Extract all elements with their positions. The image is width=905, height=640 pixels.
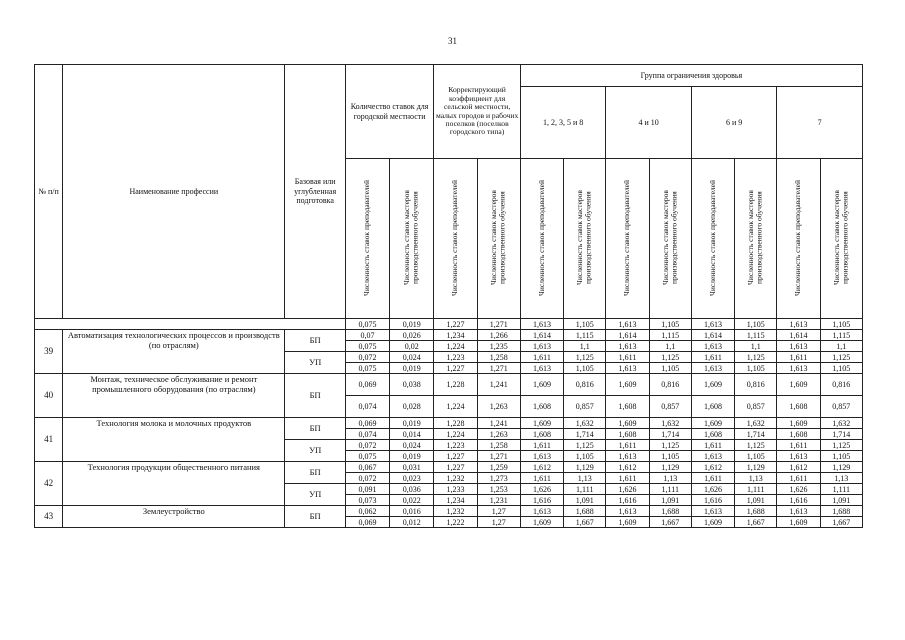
value-cell: 1,105 [820, 363, 862, 374]
value-cell: 0,857 [735, 396, 777, 418]
value-cell: 0,857 [564, 396, 606, 418]
value-cell: 1,1 [820, 341, 862, 352]
header-no: № п/п [35, 65, 63, 319]
header-col-teachers [691, 159, 734, 319]
row-number: 39 [35, 330, 63, 374]
value-cell: 1,091 [820, 495, 862, 506]
value-cell: 1,111 [735, 484, 777, 495]
value-cell: 1,105 [735, 363, 777, 374]
value-cell: 1,227 [434, 451, 477, 462]
value-cell: 1,253 [477, 484, 520, 495]
value-cell: 1,611 [520, 440, 563, 451]
value-cell: 1,227 [434, 462, 477, 473]
value-cell: 1,611 [777, 352, 820, 363]
value-cell: 1,609 [606, 374, 649, 396]
value-cell: 1,613 [777, 451, 820, 462]
value-cell: 1,608 [520, 429, 563, 440]
value-cell: 1,616 [691, 495, 734, 506]
value-cell: 1,613 [691, 341, 734, 352]
value-cell: 1,608 [691, 429, 734, 440]
value-cell: 1,626 [691, 484, 734, 495]
value-cell: 1,228 [434, 374, 477, 396]
value-cell: 1,613 [520, 319, 563, 330]
rates-table [34, 64, 863, 528]
value-cell: 1,129 [564, 462, 606, 473]
value-cell: 1,609 [606, 517, 649, 528]
header-col-label: Численность ставок мастеров производственного обучения [575, 190, 593, 285]
value-cell: 1,608 [691, 396, 734, 418]
row-number: 40 [35, 374, 63, 418]
value-cell: 1,223 [434, 440, 477, 451]
value-cell: 1,609 [777, 517, 820, 528]
header-col-label: Численность ставок мастеров производственного обучения [746, 190, 764, 285]
value-cell: 1,612 [520, 462, 563, 473]
value-cell: 0,069 [345, 418, 389, 429]
value-cell: 1,091 [649, 495, 691, 506]
value-cell: 1,224 [434, 396, 477, 418]
value-cell: 1,115 [820, 330, 862, 341]
value-cell: 1,609 [691, 418, 734, 429]
header-col-masters [477, 159, 520, 319]
profession-name: Технология молока и молочных продуктов [63, 418, 285, 462]
value-cell: 1,612 [777, 462, 820, 473]
value-cell: 1,129 [820, 462, 862, 473]
value-cell: 0,019 [390, 319, 434, 330]
value-cell: 1,105 [564, 363, 606, 374]
value-cell: 1,232 [434, 506, 477, 517]
value-cell: 1,613 [606, 341, 649, 352]
header-col-label: Численность ставок мастеров производственного обучения [402, 190, 420, 285]
value-cell: 1,714 [820, 429, 862, 440]
value-cell: 1,688 [820, 506, 862, 517]
value-cell: 1,616 [606, 495, 649, 506]
base-level: УП [285, 440, 345, 462]
value-cell: 1,667 [820, 517, 862, 528]
table-row [35, 506, 863, 517]
base-level: БП [285, 374, 345, 418]
value-cell: 1,13 [564, 473, 606, 484]
value-cell: 0,816 [820, 374, 862, 396]
value-cell: 0,067 [345, 462, 389, 473]
value-cell: 1,129 [649, 462, 691, 473]
value-cell: 1,1 [735, 341, 777, 352]
value-cell: 1,626 [520, 484, 563, 495]
value-cell: 1,611 [691, 440, 734, 451]
value-cell: 0,014 [390, 429, 434, 440]
value-cell: 1,614 [777, 330, 820, 341]
value-cell: 1,611 [520, 352, 563, 363]
value-cell: 1,632 [820, 418, 862, 429]
value-cell: 0,072 [345, 440, 389, 451]
value-cell: 0,036 [390, 484, 434, 495]
value-cell: 1,105 [649, 451, 691, 462]
header-col-masters [649, 159, 691, 319]
value-cell: 0,816 [649, 374, 691, 396]
row-number: 42 [35, 462, 63, 506]
header-col-label: Численность ставок преподавателей [622, 179, 632, 296]
value-cell: 1,227 [434, 363, 477, 374]
value-cell: 0,075 [345, 363, 389, 374]
value-cell: 0,023 [390, 473, 434, 484]
value-cell: 1,614 [606, 330, 649, 341]
value-cell: 1,688 [649, 506, 691, 517]
value-cell: 1,129 [735, 462, 777, 473]
value-cell: 1,609 [520, 517, 563, 528]
value-cell: 0,073 [345, 495, 389, 506]
header-col-label: Численность ставок преподавателей [536, 179, 546, 296]
value-cell: 1,611 [606, 473, 649, 484]
value-cell: 1,613 [606, 319, 649, 330]
value-cell: 1,612 [691, 462, 734, 473]
header-col-masters [820, 159, 862, 319]
value-cell: 1,115 [735, 330, 777, 341]
header-profession: Наименование профессии [63, 65, 285, 319]
base-level: УП [285, 352, 345, 374]
value-cell: 1,125 [820, 440, 862, 451]
header-group-2: 4 и 10 [606, 87, 692, 159]
header-group-4: 7 [777, 87, 863, 159]
value-cell: 1,105 [649, 363, 691, 374]
value-cell: 1,613 [691, 363, 734, 374]
row-number: 43 [35, 506, 63, 528]
value-cell: 0,072 [345, 352, 389, 363]
value-cell: 1,614 [691, 330, 734, 341]
value-cell: 0,031 [390, 462, 434, 473]
header-col-teachers [434, 159, 477, 319]
profession-name: Монтаж, техническое обслуживание и ремонт промышленного оборудования (по отраслям) [63, 374, 285, 418]
value-cell: 0,024 [390, 440, 434, 451]
value-cell: 1,632 [564, 418, 606, 429]
header-col-label: Численность ставок мастеров производственного обучения [489, 190, 507, 285]
value-cell: 0,074 [345, 396, 389, 418]
value-cell: 1,105 [735, 319, 777, 330]
header-col-masters [564, 159, 606, 319]
value-cell: 1,613 [520, 506, 563, 517]
value-cell: 1,125 [564, 352, 606, 363]
value-cell: 1,667 [649, 517, 691, 528]
profession-name: Автоматизация технологических процессов и производств (по отраслям) [63, 330, 285, 374]
value-cell: 1,111 [820, 484, 862, 495]
value-cell: 1,609 [777, 418, 820, 429]
table-row [35, 418, 863, 429]
value-cell: 1,613 [777, 319, 820, 330]
value-cell: 1,115 [649, 330, 691, 341]
value-cell: 1,13 [735, 473, 777, 484]
value-cell: 1,105 [564, 451, 606, 462]
value-cell: 1,258 [477, 352, 520, 363]
value-cell: 1,228 [434, 418, 477, 429]
value-cell: 1,125 [649, 440, 691, 451]
value-cell: 1,224 [434, 341, 477, 352]
value-cell: 1,611 [606, 440, 649, 451]
value-cell: 1,13 [649, 473, 691, 484]
value-cell: 1,688 [564, 506, 606, 517]
header-col-teachers [606, 159, 649, 319]
value-cell: 1,613 [691, 319, 734, 330]
value-cell: 1,613 [691, 506, 734, 517]
value-cell: 1,125 [649, 352, 691, 363]
value-cell: 1,611 [777, 440, 820, 451]
value-cell: 0,012 [390, 517, 434, 528]
value-cell: 1,616 [520, 495, 563, 506]
value-cell: 1,125 [735, 352, 777, 363]
value-cell: 1,613 [520, 363, 563, 374]
value-cell: 0,072 [345, 473, 389, 484]
profession-name: Технология продукции общественного питания [63, 462, 285, 506]
value-cell: 1,611 [691, 473, 734, 484]
value-cell: 0,062 [345, 506, 389, 517]
value-cell: 1,613 [606, 451, 649, 462]
header-col-label: Численность ставок преподавателей [362, 179, 372, 296]
value-cell: 1,263 [477, 396, 520, 418]
value-cell: 1,609 [691, 374, 734, 396]
value-cell: 1,611 [777, 473, 820, 484]
value-cell: 1,234 [434, 495, 477, 506]
value-cell: 1,105 [564, 319, 606, 330]
value-cell: 0,075 [345, 341, 389, 352]
value-cell: 1,241 [477, 418, 520, 429]
header-health-group: Группа ограничения здоровья [520, 65, 862, 87]
value-cell: 1,1 [649, 341, 691, 352]
value-cell: 1,273 [477, 473, 520, 484]
header-col-label: Численность ставок преподавателей [450, 179, 460, 296]
value-cell: 1,616 [777, 495, 820, 506]
value-cell: 1,231 [477, 495, 520, 506]
value-cell: 0,074 [345, 429, 389, 440]
header-city-rates: Количество ставок для городской местности [345, 65, 434, 159]
base-level: БП [285, 462, 345, 484]
value-cell: 1,611 [691, 352, 734, 363]
value-cell: 1,271 [477, 363, 520, 374]
value-cell: 1,235 [477, 341, 520, 352]
value-cell: 0,026 [390, 330, 434, 341]
value-cell: 1,614 [520, 330, 563, 341]
value-cell: 1,111 [564, 484, 606, 495]
value-cell: 1,241 [477, 374, 520, 396]
value-cell: 1,271 [477, 319, 520, 330]
value-cell: 1,608 [606, 429, 649, 440]
header-col-label: Численность ставок мастеров производственного обучения [831, 190, 850, 285]
empty-cell [35, 319, 346, 330]
value-cell: 1,105 [649, 319, 691, 330]
value-cell: 1,259 [477, 462, 520, 473]
value-cell: 1,091 [564, 495, 606, 506]
header-coef: Корректирующий коэффициент для сельской местности, малых городов и рабочих поселков (поселков городского типа) [434, 65, 521, 159]
value-cell: 1,608 [777, 396, 820, 418]
value-cell: 0,019 [390, 418, 434, 429]
value-cell: 1,613 [520, 451, 563, 462]
value-cell: 1,263 [477, 429, 520, 440]
value-cell: 1,125 [564, 440, 606, 451]
value-cell: 1,608 [606, 396, 649, 418]
value-cell: 1,612 [606, 462, 649, 473]
header-col-masters [735, 159, 777, 319]
value-cell: 0,069 [345, 517, 389, 528]
value-cell: 1,1 [564, 341, 606, 352]
header-group-1: 1, 2, 3, 5 и 8 [520, 87, 606, 159]
table-row [35, 319, 863, 330]
value-cell: 1,232 [434, 473, 477, 484]
value-cell: 1,27 [477, 506, 520, 517]
value-cell: 1,609 [691, 517, 734, 528]
value-cell: 1,271 [477, 451, 520, 462]
value-cell: 0,816 [564, 374, 606, 396]
header-col-teachers [520, 159, 563, 319]
value-cell: 1,115 [564, 330, 606, 341]
value-cell: 1,111 [649, 484, 691, 495]
table-row [35, 374, 863, 396]
header-col-teachers [345, 159, 389, 319]
profession-name: Землеустройство [63, 506, 285, 528]
table-row [35, 462, 863, 473]
row-number: 41 [35, 418, 63, 462]
value-cell: 1,611 [606, 352, 649, 363]
base-level: БП [285, 418, 345, 440]
value-cell: 1,105 [735, 451, 777, 462]
value-cell: 1,632 [735, 418, 777, 429]
page-number: 31 [448, 36, 457, 46]
value-cell: 0,028 [390, 396, 434, 418]
value-cell: 1,613 [777, 341, 820, 352]
value-cell: 1,608 [520, 396, 563, 418]
value-cell: 1,105 [820, 451, 862, 462]
value-cell: 1,667 [564, 517, 606, 528]
value-cell: 0,091 [345, 484, 389, 495]
value-cell: 1,613 [691, 451, 734, 462]
value-cell: 1,266 [477, 330, 520, 341]
value-cell: 1,626 [777, 484, 820, 495]
value-cell: 0,024 [390, 352, 434, 363]
value-cell: 1,223 [434, 352, 477, 363]
value-cell: 1,613 [606, 363, 649, 374]
value-cell: 1,626 [606, 484, 649, 495]
value-cell: 0,075 [345, 319, 389, 330]
value-cell: 0,016 [390, 506, 434, 517]
value-cell: 1,667 [735, 517, 777, 528]
value-cell: 1,224 [434, 429, 477, 440]
value-cell: 1,227 [434, 319, 477, 330]
value-cell: 1,613 [777, 506, 820, 517]
value-cell: 1,233 [434, 484, 477, 495]
base-level: БП [285, 330, 345, 352]
value-cell: 1,234 [434, 330, 477, 341]
value-cell: 1,091 [735, 495, 777, 506]
header-col-label: Численность ставок преподавателей [707, 179, 717, 296]
value-cell: 0,022 [390, 495, 434, 506]
header-col-teachers [777, 159, 820, 319]
value-cell: 1,609 [520, 374, 563, 396]
value-cell: 0,857 [649, 396, 691, 418]
header-col-masters [390, 159, 434, 319]
value-cell: 1,613 [777, 363, 820, 374]
value-cell: 1,258 [477, 440, 520, 451]
header-group-3: 6 и 9 [691, 87, 777, 159]
value-cell: 1,613 [606, 506, 649, 517]
value-cell: 1,609 [777, 374, 820, 396]
value-cell: 1,13 [820, 473, 862, 484]
value-cell: 0,019 [390, 451, 434, 462]
base-level: БП [285, 506, 345, 528]
value-cell: 0,019 [390, 363, 434, 374]
value-cell: 0,075 [345, 451, 389, 462]
table-row [35, 330, 863, 341]
value-cell: 1,125 [735, 440, 777, 451]
value-cell: 1,714 [735, 429, 777, 440]
value-cell: 1,27 [477, 517, 520, 528]
header-col-label: Численность ставок преподавателей [793, 179, 803, 296]
value-cell: 1,125 [820, 352, 862, 363]
value-cell: 0,02 [390, 341, 434, 352]
value-cell: 0,07 [345, 330, 389, 341]
value-cell: 0,038 [390, 374, 434, 396]
value-cell: 1,688 [735, 506, 777, 517]
value-cell: 1,632 [649, 418, 691, 429]
value-cell: 1,609 [520, 418, 563, 429]
value-cell: 0,857 [820, 396, 862, 418]
header-col-label: Численность ставок мастеров производственного обучения [660, 190, 679, 285]
value-cell: 1,608 [777, 429, 820, 440]
base-level: УП [285, 484, 345, 506]
value-cell: 1,611 [520, 473, 563, 484]
value-cell: 1,105 [820, 319, 862, 330]
value-cell: 1,613 [520, 341, 563, 352]
header-base: Базовая или углубленная подготовка [285, 65, 345, 319]
value-cell: 1,609 [606, 418, 649, 429]
value-cell: 0,069 [345, 374, 389, 396]
value-cell: 1,714 [649, 429, 691, 440]
value-cell: 1,714 [564, 429, 606, 440]
value-cell: 0,816 [735, 374, 777, 396]
value-cell: 1,222 [434, 517, 477, 528]
